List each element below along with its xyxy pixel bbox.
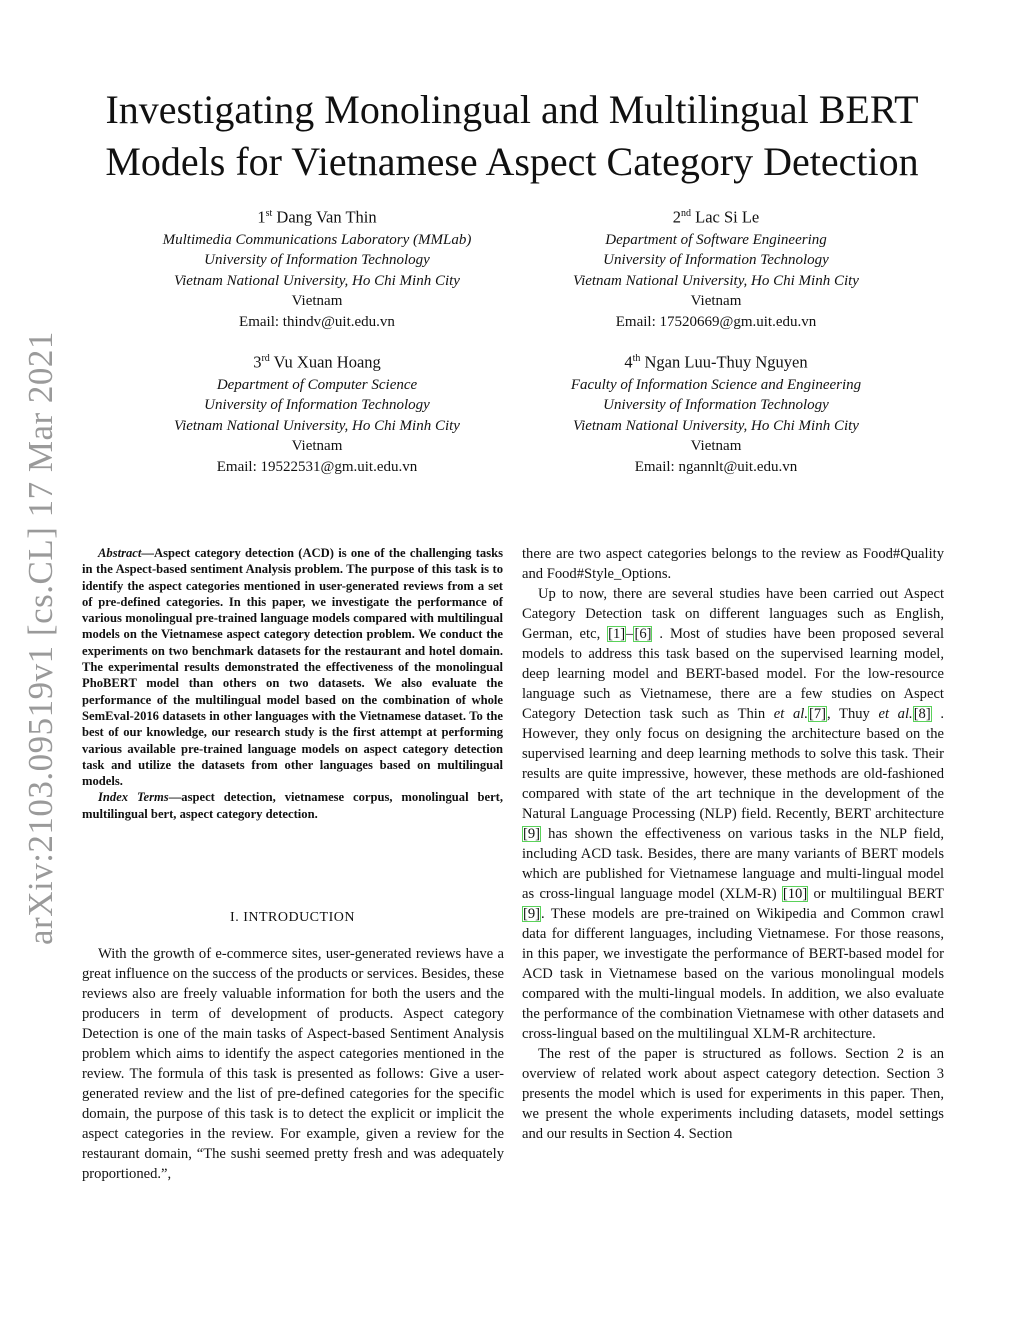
- citation-link[interactable]: [10]: [782, 886, 808, 902]
- author-email: Email: ngannlt@uit.edu.vn: [634, 458, 798, 475]
- title-line-1: Investigating Monolingual and Multilingual BERT: [105, 87, 919, 132]
- index-terms-label: Index Terms: [98, 790, 169, 805]
- author-affiliation: Vietnam National University, Ho Chi Minh City: [174, 272, 460, 289]
- author-block-1: [117, 202, 517, 332]
- abstract-paragraph: [82, 545, 503, 789]
- author-country: Vietnam: [690, 438, 742, 455]
- author-affiliation: University of Information Technology: [603, 252, 829, 269]
- citation-link[interactable]: [6]: [634, 626, 652, 642]
- intro-paragraph-2: Up to now, there are several studies have been carried out Aspect Category Detection task on different languages such as English, German, etc, [1]–[6] . Most of studies have been proposed several models to address this task based on the supervised learning model, deep learning model and BERT-based model. For the low-resource language such as Vietnamese, there are a few studies on Aspect Category Detection task such as Thin et al.[7], Thuy et al.[8] . However, they only focus on designing the architecture based on the supervised learning and deep learning methods to solve this task. Their results are quite impressive, however, these methods are old-fashioned compared with state of the art technique in the development of the Natural Language Processing (NLP) field. Recently, BERT architecture [9] has shown the effectiveness on various tasks in the NLP field, including ACD task. Besides, there are many variants of BERT models which are published for Vietnamese language and multi-lingual model as cross-lingual language model (XLM-R) [10] or multilingual BERT [9]. These models are pre-trained on Wikipedia and Common crawl data for different languages, including Vietnamese. For those reasons, in this paper, we investigate the performance of BERT-based model for ACD task in Vietnamese based on the various monolingual models compared with the multi-lingual models. In addition, we also evaluate the performance of the combination Vietnamese with other datasets and cross-lingual based on the multilingual XLM-R architecture.: [522, 586, 945, 1042]
- author-affiliation: University of Information Technology: [204, 252, 430, 269]
- author-country: Vietnam: [291, 438, 343, 455]
- author-block-2: [516, 202, 916, 332]
- arxiv-identifier-stamp: arXiv:2103.09519v1 [cs.CL] 17 Mar 2021: [21, 331, 60, 945]
- author-affiliation: University of Information Technology: [603, 397, 829, 414]
- author-email: Email: thindv@uit.edu.vn: [239, 313, 395, 330]
- left-column-body: [82, 944, 504, 1184]
- title-line-2: Models for Vietnamese Aspect Category Detection: [105, 139, 919, 184]
- author-name: 1st Dang Van Thin: [257, 207, 377, 227]
- index-terms: [82, 789, 503, 822]
- section-heading-introduction: I. INTRODUCTION: [230, 910, 355, 925]
- paper-title: [70, 84, 954, 188]
- author-email: Email: 17520669@gm.uit.edu.vn: [615, 313, 817, 330]
- author-block-4: [516, 347, 916, 477]
- author-name: 3rd Vu Xuan Hoang: [253, 352, 381, 372]
- author-affiliation: University of Information Technology: [204, 397, 430, 414]
- author-email: Email: 19522531@gm.uit.edu.vn: [216, 458, 418, 475]
- author-affiliation: Department of Computer Science: [216, 376, 418, 393]
- author-affiliation: Vietnam National University, Ho Chi Minh City: [174, 417, 460, 434]
- right-column-body: [522, 544, 944, 1144]
- citation-link[interactable]: [7]: [808, 706, 827, 722]
- author-affiliation: Department of Software Engineering: [605, 231, 827, 248]
- author-country: Vietnam: [291, 293, 343, 310]
- author-country: Vietnam: [690, 293, 742, 310]
- author-block-3: [117, 347, 517, 477]
- author-affiliation: Vietnam National University, Ho Chi Minh City: [573, 417, 859, 434]
- citation-link[interactable]: [9]: [523, 906, 541, 922]
- author-name: 2nd Lac Si Le: [672, 207, 760, 227]
- author-affiliation: Vietnam National University, Ho Chi Minh City: [573, 272, 859, 289]
- author-name: 4th Ngan Luu-Thuy Nguyen: [624, 352, 808, 372]
- citation-link[interactable]: [9]: [523, 826, 541, 842]
- index-terms-text: —aspect detection, vietnamese corpus, monolingual bert, multilingual bert, aspect category detection.: [82, 790, 503, 821]
- intro-paragraph-continued: there are two aspect categories belongs to the review as Food#Quality and Food#Style_Options.: [522, 546, 944, 582]
- abstract: [82, 545, 503, 822]
- intro-paragraph-1: With the growth of e-commerce sites, user-generated reviews have a great influence on the success of the products or services. Besides, these reviews also are freely valuable information for both the users and the producers in term of development of products. Aspect category Detection is one of the main tasks of Aspect-based Sentiment Analysis problem which aims to identify the aspect categories mentioned in the review. The formula of this task is presented as follows: Give a user-generated review and the list of pre-defined categories for the specific domain, the purpose of this task is to detect the explicit or implicit the aspect categories in the review. For example, given a review for the restaurant domain, “The sushi seemed pretty fresh and was adequately proportioned.”,: [82, 946, 504, 1182]
- author-affiliation: Faculty of Information Science and Engineering: [570, 376, 862, 393]
- intro-paragraph-3: The rest of the paper is structured as follows. Section 2 is an overview of related work about aspect category detection. Section 3 presents the model which is used for experiments in this paper. Then, we present the whole experiments including datasets, model settings and our results in Section 4. Section: [522, 1046, 944, 1142]
- author-affiliation: Multimedia Communications Laboratory (MMLab): [162, 231, 472, 248]
- abstract-label: Abstract: [98, 546, 142, 560]
- citation-link[interactable]: [8]: [913, 706, 931, 722]
- abstract-text: —Aspect category detection (ACD) is one of the challenging tasks in the Aspect-based sentiment Analysis problem. The purpose of this task is to identify the aspect categories mentioned in user-generated reviews from a set of pre-defined categories. In this paper, we investigate the performance of various monolingual pre-trained language models compared with multilingual models on the Vietnamese aspect category detection problem. We conduct the experiments on two benchmark datasets for the restaurant and hotel domain. The experimental results demonstrated the effectiveness of the monolingual PhoBERT model than others on two datasets. We also evaluate the performance of the multilingual model based on the combination of whole SemEval-2016 datasets in other languages with the Vietnamese dataset. To the best of our knowledge, our research study is the first attempt at performing various available pre-trained language models on aspect category detection task and utilize the datasets from other languages based on multilingual models.: [82, 546, 503, 789]
- citation-link[interactable]: [1]: [608, 626, 626, 642]
